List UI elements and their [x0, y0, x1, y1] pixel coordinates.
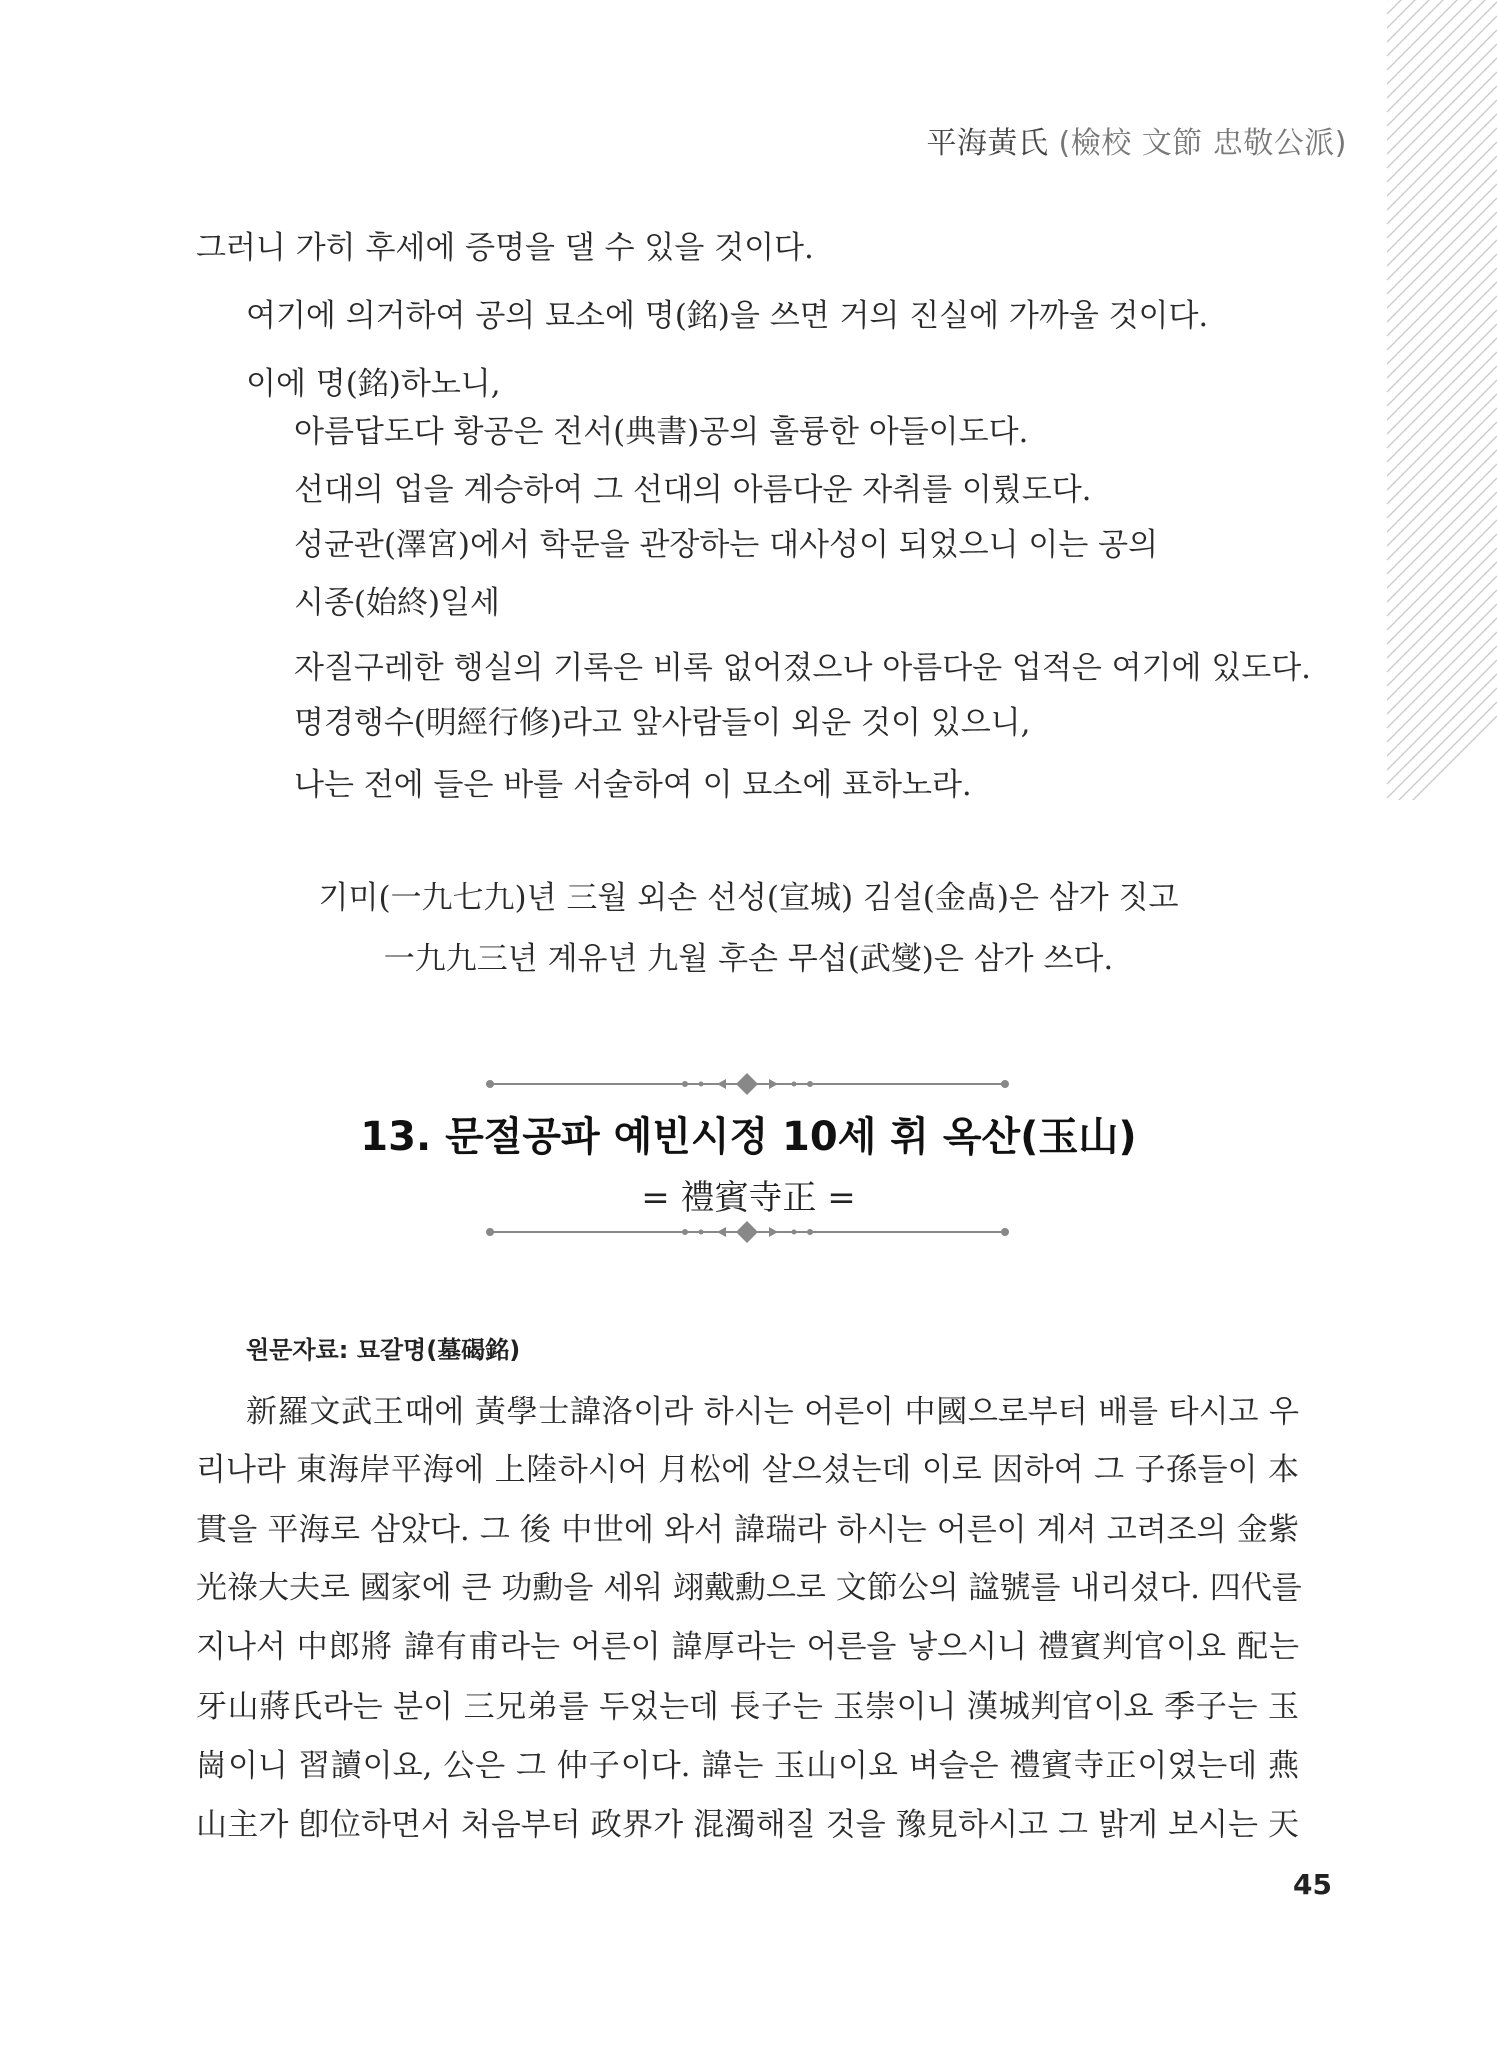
stripe-line [1387, 436, 1497, 546]
stripe-line [1387, 632, 1497, 742]
stripe-line [1387, 0, 1497, 70]
stripe-line [1387, 422, 1497, 532]
source-text-line: 新羅文武王때에 黃學士諱洛이라 하시는 어른이 中國으로부터 배를 타시고 우 [246, 1394, 1299, 1430]
stripe-line [1387, 240, 1497, 350]
page-number: 45 [1293, 1868, 1332, 1901]
stripe-line [1387, 58, 1497, 168]
stripe-line [1387, 324, 1497, 434]
credit-line-author: 기미(一九七九)년 三월 외손 선성(宣城) 김설(金卨)은 삼가 짓고 [318, 880, 1179, 916]
epitaph-line: 나는 전에 들은 바를 서술하여 이 묘소에 표하노라. [294, 767, 972, 803]
epitaph-line: 자질구레한 행실의 기록은 비록 없어졌으나 아름다운 업적은 여기에 있도다. [294, 650, 1312, 686]
stripe-line [1387, 562, 1497, 672]
stripe-line [1387, 338, 1497, 448]
stripe-line [1387, 464, 1497, 574]
stripe-line [1387, 296, 1497, 406]
running-header-subtitle: (檢校 文節 忠敬公派) [1058, 126, 1347, 161]
stripe-line [1387, 478, 1497, 588]
stripe-line [1387, 506, 1497, 616]
stripe-line [1387, 394, 1497, 504]
stripe-line [1387, 408, 1497, 518]
stripe-line [1387, 44, 1497, 154]
stripe-line [1387, 660, 1497, 770]
stripe-line [1387, 674, 1497, 784]
epitaph-line: 시종(始終)일세 [294, 585, 500, 621]
stripe-line [1387, 618, 1497, 728]
running-header-title: 平海黃氏 [926, 126, 1049, 161]
stripe-line [1387, 520, 1497, 630]
stripe-line [1387, 254, 1497, 364]
stripe-line [1387, 128, 1497, 238]
stripe-line [1387, 590, 1497, 700]
source-text-line: 山主가 卽位하면서 처음부터 政界가 混濁해질 것을 豫見하시고 그 밝게 보시는 天 [196, 1807, 1299, 1843]
epitaph-line: 선대의 업을 계승하여 그 선대의 아름다운 자취를 이뤘도다. [294, 472, 1092, 508]
stripe-line [1387, 2, 1497, 112]
stripe-line [1387, 380, 1497, 490]
stripe-line [1387, 184, 1497, 294]
stripe-line [1387, 604, 1497, 714]
stripe-line [1387, 646, 1497, 756]
stripe-line [1387, 268, 1497, 378]
stripe-line [1387, 142, 1497, 252]
stripe-line [1387, 534, 1497, 644]
source-text-line: 리나라 東海岸平海에 上陸하시어 月松에 살으셨는데 이로 因하여 그 子孫들이 本 [196, 1452, 1299, 1488]
running-header [926, 118, 1347, 162]
epitaph-line: 명경행수(明經行修)라고 앞사람들이 외운 것이 있으니, [294, 705, 1031, 741]
epitaph-line: 이에 명(銘)하노니, [246, 366, 501, 402]
source-text-line: 崗이니 習讀이요, 公은 그 仲子이다. 諱는 玉山이요 벼슬은 禮賓寺正이였는데 燕 [196, 1748, 1299, 1784]
stripe-line [1387, 156, 1497, 266]
source-text-line: 지나서 中郎將 諱有甫라는 어른이 諱厚라는 어른을 낳으시니 禮賓判官이요 配는 [196, 1629, 1299, 1665]
epitaph-line: 성균관(澤宮)에서 학문을 관장하는 대사성이 되었으니 이는 공의 [294, 527, 1159, 563]
decorative-stripes [1387, 0, 1497, 800]
stripe-line [1387, 310, 1497, 420]
stripe-line [1387, 16, 1497, 126]
stripe-line [1387, 450, 1497, 560]
stripe-line [1387, 702, 1497, 800]
source-label: 원문자료: 묘갈명(墓碣銘) [246, 1336, 521, 1364]
stripe-line [1387, 226, 1497, 336]
epitaph-line: 그러니 가히 후세에 증명을 댈 수 있을 것이다. [196, 230, 814, 266]
stripe-line [1387, 282, 1497, 392]
stripe-line [1387, 492, 1497, 602]
stripe-line [1387, 352, 1497, 462]
epitaph-line: 여기에 의거하여 공의 묘소에 명(銘)을 쓰면 거의 진실에 가까울 것이다. [246, 298, 1209, 334]
stripe-line [1387, 576, 1497, 686]
ornament-divider-bottom [485, 1219, 1010, 1245]
source-text-line: 光祿大夫로 國家에 큰 功勳을 세워 翊戴勳으로 文節公의 諡號를 내리셨다. 四代를 [196, 1570, 1302, 1606]
stripe-line [1387, 198, 1497, 308]
stripe-line [1387, 86, 1497, 196]
credit-line-writer: 一九九三년 계유년 九월 후손 무섭(武燮)은 삼가 쓰다. [383, 941, 1114, 977]
stripe-line [1387, 548, 1497, 658]
stripe-line [1387, 72, 1497, 182]
source-text-line: 牙山蔣氏라는 분이 三兄弟를 두었는데 長子는 玉崇이니 漢城判官이요 季子는 玉 [196, 1689, 1299, 1725]
source-text-line: 貫을 平海로 삼았다. 그 後 中世에 와서 諱瑞라 하시는 어른이 계셔 고려조의 金紫 [196, 1512, 1299, 1548]
stripe-line [1387, 170, 1497, 280]
stripe-line [1387, 212, 1497, 322]
stripe-line [1387, 366, 1497, 476]
stripe-line [1387, 30, 1497, 140]
stripe-line [1387, 688, 1497, 798]
ornament-divider-top [485, 1071, 1010, 1097]
stripe-line [1387, 114, 1497, 224]
epitaph-line: 아름답도다 황공은 전서(典書)공의 훌륭한 아들이도다. [294, 414, 1029, 450]
section-subtitle: = 禮賓寺正 = [641, 1178, 856, 1218]
stripe-line [1387, 0, 1497, 42]
section-title: 13. 문절공파 예빈시정 10세 휘 옥산(玉山) [360, 1114, 1137, 1160]
stripe-line [1387, 100, 1497, 210]
stripe-line [1387, 0, 1497, 56]
